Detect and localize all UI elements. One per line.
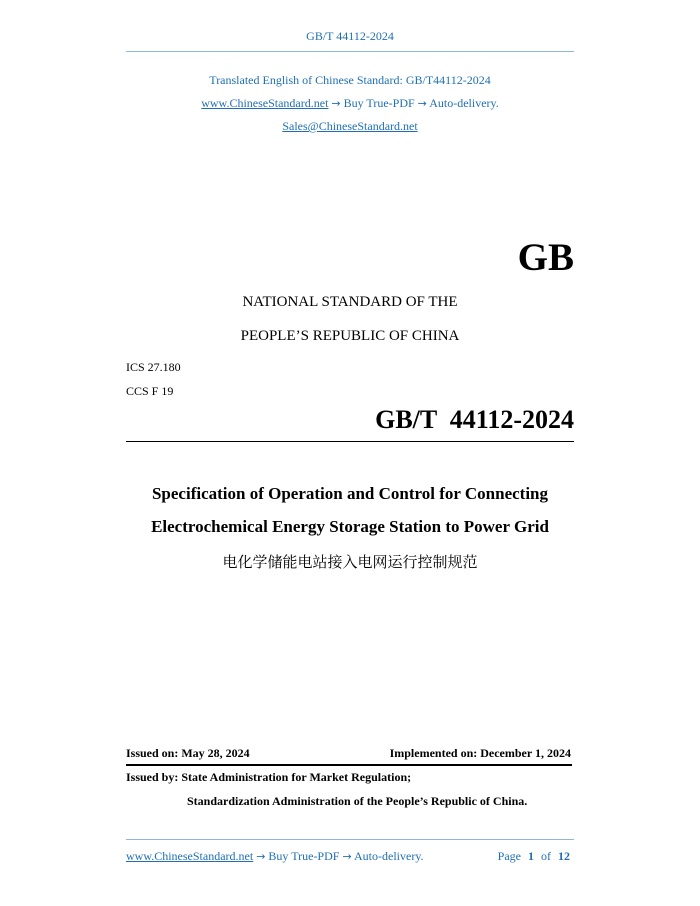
footer-rule: [126, 839, 574, 840]
arrow-right-icon: →: [331, 97, 341, 110]
page-total: 12: [558, 849, 570, 863]
implemented-on: Implemented on: December 1, 2024: [389, 746, 571, 760]
of-word: of: [541, 849, 551, 863]
footer-purchase-line: [126, 849, 424, 864]
header-standard-code: GB/T 44112-2024: [306, 29, 394, 43]
national-standard-line2: PEOPLE’S REPUBLIC OF CHINA: [240, 328, 460, 344]
email-line: [0, 119, 700, 134]
issued-rule: [126, 764, 572, 766]
title-english-line1: Specification of Operation and Control for Connecting: [151, 484, 549, 503]
header-rule: [126, 51, 574, 52]
national-standard-line1: NATIONAL STANDARD OF THE: [242, 294, 458, 310]
gb-mark: GB: [517, 236, 574, 279]
purchase-line: [0, 96, 700, 111]
page-word: Page: [497, 849, 521, 863]
issued-by-line2: Standardization Administration of the People’s Republic of China.: [187, 794, 528, 808]
footer-buy-true-pdf-text: Buy True-PDF: [268, 849, 340, 863]
sales-email-link[interactable]: Sales@ChineseStandard.net: [282, 119, 418, 133]
auto-delivery-text: Auto-delivery.: [429, 96, 499, 110]
footer-website-link[interactable]: www.ChineseStandard.net: [126, 849, 254, 863]
ccs-code: CCS F 19: [126, 384, 174, 398]
footer-auto-delivery-text: Auto-delivery.: [354, 849, 424, 863]
buy-true-pdf-text: Buy True-PDF: [343, 96, 415, 110]
page-indicator: [498, 849, 570, 864]
arrow-right-icon: →: [342, 850, 352, 863]
issued-on: Issued on: May 28, 2024: [126, 746, 250, 760]
arrow-right-icon: →: [256, 850, 266, 863]
translated-notice: Translated English of Chinese Standard: GB/T44112-2024: [209, 73, 491, 87]
arrow-right-icon: →: [417, 97, 427, 110]
ics-code: ICS 27.180: [126, 360, 181, 374]
page-current: 1: [528, 849, 534, 863]
website-link[interactable]: www.ChineseStandard.net: [201, 96, 329, 110]
standard-number: GB/T 44112-2024: [375, 405, 574, 434]
title-chinese: 电化学储能电站接入电网运行控制规范: [222, 553, 478, 571]
issued-by-line1: Issued by: State Administration for Market Regulation;: [126, 770, 412, 784]
title-english-line2: Electrochemical Energy Storage Station to Power Grid: [151, 517, 549, 536]
standard-number-rule: [126, 441, 574, 442]
